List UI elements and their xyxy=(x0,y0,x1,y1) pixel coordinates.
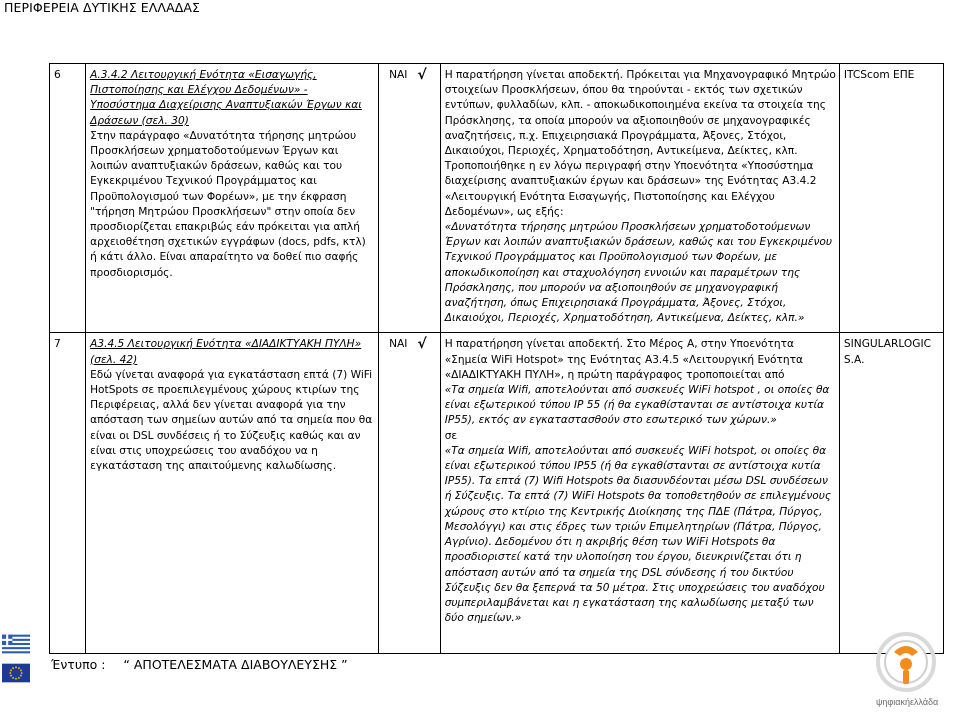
answer-cell xyxy=(379,333,441,654)
comment-text: Εδώ γίνεται αναφορά για εγκατάσταση επτά (7) WiFi HotSpots σε προεπιλεγμένους χώρους κτιρίων της Περιφέρειας, αλλά δεν γίνεται αναφορά για την απόσταση των σημείων αυτών από τα σημεία που θα είναι οι DSL συνδέσεις ή το Σύζευξις καθώς και αν είναι στις υποχρεώσεις του αναδόχου να η εγκατάσταση της απαιτούμενης καλωδίωσης. xyxy=(90,368,373,473)
response-quote: «Δυνατότητα τήρησης μητρώου Προσκλήσεων χρηματοδοτούμενων Έργων και λοιπών αναπτυξιακών δράσεων, καθώς και του Εγκεκριμένου Τεχνικού Προγράμματος και Προϋπολογισμού των Φορέων, με αποκωδικοποίηση και σταχυολόγηση εννοιών και παραμέτρων της Πρόσκλησης, που μπορούν να αξιοποιηθούν σε μηχανογραφική αναζήτηση, όπως Επιχειρησιακά Προγράμματα, Άξονες, Στόχοι, Δικαιούχοι, Περιοχές, Χρηματοδότηση, Αντικείμενα, Δείκτες, κλπ.» xyxy=(444,221,833,325)
response-joiner: σε xyxy=(444,429,458,442)
response-text: Η παρατήρηση γίνεται αποδεκτή. Πρόκειται για Μηχανογραφικό Μητρώο στοιχείων Προσκλήσεων, όπου θα τηρούνται - εκτός των σχετικών εντύπων, φυλλαδίων, κλπ. - αποκωδικοποιημένα εκείνα τα στοιχεία της Πρόσκλησης, τα οποία μπορούν να αξιοποιηθούν σε μηχανογραφικές αναζητήσεις, π.χ. Επιχειρησιακά Προγράμματα, Άξονες, Στόχοι, Δικαιούχοι, Περιοχές, Χρηματοδότηση, Αντικείμενα, Δείκτες, κλπ. Τροποποιήθηκε η εν λόγω περιγραφή στην Υποενότητα «Υποσύστημα διαχείρισης αναπτυξιακών έργων και δράσεων» της Ενότητας Α3.4.2 «Λειτουργική Ενότητα Εισαγωγής, Πιστοποίησης και Ελέγχου Δεδομένων», ως εξής: xyxy=(444,69,836,218)
answer-value: ΝΑΙ xyxy=(389,69,408,81)
section-reference: Α3.4.5 Λειτουργική Ενότητα «ΔΙΑΔΙΚΤΥΑΚΗ ΠΥΛΗ» (σελ. 42) xyxy=(90,338,362,366)
table-row xyxy=(50,64,944,333)
check-mark-icon: √ xyxy=(417,336,427,353)
response-cell xyxy=(440,333,839,654)
organization-cell: ITCScom ΕΠΕ xyxy=(839,64,943,333)
flags xyxy=(2,634,32,692)
comment-cell xyxy=(86,333,379,654)
response-text: Η παρατήρηση γίνεται αποδεκτή. Στο Μέρος Α, στην Υποενότητα «Σημεία WiFi Hotspot» της Ενότητας Α3.4.5 «Λειτουργική Ενότητα «ΔΙΑΔΙΚΤΥΑΚΗ ΠΥΛΗ», η πρώτη παράγραφος τροποποιείται από xyxy=(444,338,803,381)
comment-cell xyxy=(86,64,379,333)
answer-cell xyxy=(379,64,441,333)
row-number: 6 xyxy=(50,64,86,333)
logo-caption: ψηφιακήελλάδα xyxy=(876,697,939,707)
response-quote-new: «Τα σημεία Wifi, αποτελούνται από συσκευές WiFi hotspot, οι οποίες θα είναι εξωτερικού τύπου IP55 (ή θα εγκαθίστανται σε αντίστοιχα κυτία IP55). Τα επτά (7) Wifi Hotspots θα διασυνδέονται μέσω DSL συνδέσεων ή Σύζευξις. Τα επτά (7) WiFi Hotspots θα τοποθετηθούν σε επιλεγμένους χώρους στο κτίριο της Κεντρικής Διοίκησης της ΠΔΕ (Πάτρα, Πύργος, Μεσολόγγι) και στις έδρες των τριών Επιμελητηρίων (Πάτρα, Πύργος, Αγρίνιο). Δεδομένου ότι η ακριβής θέση των WiFi Hotspots θα προσδιοριστεί κατά την υλοποίηση του έργου, διευκρινίζεται ότι η απόσταση αυτών από τα σημεία της DSL σύνδεσης ή του δικτύου Σύζευξις δεν θα ξεπερνά τα 50 μέτρα. Στις υποχρεώσεις του αναδόχου συμπεριλαμβάνεται και η εγκατάσταση της καλωδίωσης μεταξύ των δύο σημείων.» xyxy=(444,444,832,625)
answer-value: ΝΑΙ xyxy=(389,338,408,351)
footer-form-name: “ ΑΠΟΤΕΛΕΣΜΑΤΑ ΔΙΑΒΟΥΛΕΥΣΗΣ ” xyxy=(123,657,348,672)
footer-label: Έντυπο : xyxy=(51,657,106,672)
consultation-results-table xyxy=(49,63,944,654)
footer xyxy=(51,657,348,672)
response-quote-original: «Τα σημεία Wifi, αποτελούνται από συσκευές WiFi hotspot , οι οποίες θα είναι εξωτερικού τύπου IP 55 (ή θα εγκαθίστανται σε αντίστοιχα κυτία IP55), εκτός αν εγκαταστασθούν στο εσωτερικό των χώρων.» xyxy=(444,384,830,427)
section-reference: Α.3.4.2 Λειτουργική Ενότητα «Εισαγωγής, Πιστοποίησης και Ελέγχου Δεδομένων» - Υποσύστημα Διαχείρισης Αναπτυξιακών Έργων και Δράσεων (σελ. 30) xyxy=(90,69,362,127)
row-number: 7 xyxy=(50,333,86,654)
table-row xyxy=(50,333,944,654)
eu-flag-icon xyxy=(2,663,30,683)
page-header-title: ΠΕΡΙΦΕΡΕΙΑ ΔΥΤΙΚΗΣ ΕΛΛΑΔΑΣ xyxy=(4,0,201,15)
response-cell xyxy=(440,64,839,333)
organization-cell: SINGULARLOGIC S.A. xyxy=(839,333,943,654)
greek-flag-icon xyxy=(2,634,30,654)
check-mark-icon: √ xyxy=(417,67,427,83)
comment-text: Στην παράγραφο «Δυνατότητα τήρησης μητρώου Προσκλήσεων χρηματοδοτούμενων Έργων και λοιπών αναπτυξιακών δράσεων, καθώς και του Εγκεκριμένου Τεχνικού Προγράμματος και Προϋπολογισμού των Φορέων», με την έκφραση "τήρηση Μητρώου Προσκλήσεων" στην οποία δεν προσδιορίζεται επακριβώς εάν πρόκειται για απλή αρχειοθέτηση σχετικών εγγράφων (docs, pdfs, κτλ) ή κάτι άλλο. Είναι απαραίτητο να δοθεί πιο σαφής προσδιορισμός. xyxy=(90,129,366,279)
